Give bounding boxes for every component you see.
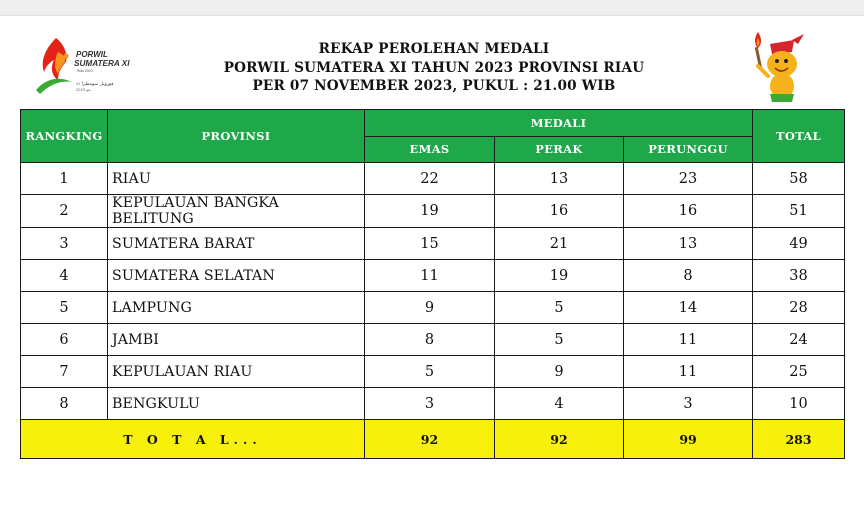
cell-rank: 2 [21, 195, 108, 228]
totals-bronze: 99 [624, 420, 753, 459]
cell-bronze: 11 [624, 324, 753, 356]
cell-province: SUMATERA BARAT [108, 228, 365, 260]
top-bar [0, 0, 864, 16]
cell-total: 10 [753, 388, 845, 420]
cell-rank: 1 [21, 163, 108, 195]
cell-gold: 3 [365, 388, 495, 420]
cell-province: RIAU [108, 163, 365, 195]
cell-rank: 6 [21, 324, 108, 356]
cell-silver: 13 [495, 163, 624, 195]
cell-gold: 9 [365, 292, 495, 324]
header-gold: EMAS [365, 136, 495, 163]
cell-silver: 5 [495, 324, 624, 356]
cell-bronze: 11 [624, 356, 753, 388]
header-date: PER 07 NOVEMBER 2023, PUKUL : 21.00 WIB [252, 78, 616, 94]
table-row [21, 195, 845, 228]
cell-total: 24 [753, 324, 845, 356]
cell-total: 38 [753, 260, 845, 292]
header-subtitle: PORWIL SUMATERA XI TAHUN 2023 PROVINSI RIAU [223, 59, 645, 76]
cell-province: LAMPUNG [108, 292, 365, 324]
table-row [21, 388, 845, 420]
header-rank: RANGKING [21, 110, 108, 163]
table-row [21, 163, 845, 195]
cell-rank: 5 [21, 292, 108, 324]
table-row [21, 228, 845, 260]
cell-province: BENGKULU [108, 388, 365, 420]
logo-line2: SUMATERA XI [74, 59, 130, 68]
cell-province: KEPULAUAN BANGKA BELITUNG [108, 195, 365, 228]
cell-silver: 16 [495, 195, 624, 228]
cell-total: 28 [753, 292, 845, 324]
logo-small1: Riau 2023 [77, 69, 93, 73]
header-title: REKAP PEROLEHAN MEDALI [318, 41, 550, 57]
header-province: PROVINSI [108, 110, 365, 163]
logo-figure-head [63, 53, 68, 58]
cell-total: 58 [753, 163, 845, 195]
report-header [180, 40, 688, 96]
cell-silver: 4 [495, 388, 624, 420]
cell-gold: 11 [365, 260, 495, 292]
logo-small2: XI [76, 81, 80, 86]
table-row [21, 356, 845, 388]
cell-gold: 19 [365, 195, 495, 228]
cell-bronze: 23 [624, 163, 753, 195]
cell-gold: 8 [365, 324, 495, 356]
cell-bronze: 3 [624, 388, 753, 420]
cell-bronze: 14 [624, 292, 753, 324]
logo-line1: PORWIL [76, 50, 108, 59]
porwil-logo-icon [30, 32, 150, 104]
totals-label: T O T A L... [21, 420, 365, 459]
cell-total: 49 [753, 228, 845, 260]
cell-rank: 7 [21, 356, 108, 388]
table-row [21, 260, 845, 292]
cell-total: 25 [753, 356, 845, 388]
totals-silver: 92 [495, 420, 624, 459]
header-medal-group: MEDALI [365, 110, 753, 137]
cell-silver: 5 [495, 292, 624, 324]
totals-row [21, 420, 845, 459]
table-row [21, 292, 845, 324]
cell-rank: 3 [21, 228, 108, 260]
cell-silver: 9 [495, 356, 624, 388]
cell-rank: 4 [21, 260, 108, 292]
cell-province: SUMATERA SELATAN [108, 260, 365, 292]
logo-green-swoosh [36, 79, 72, 94]
table-row [21, 324, 845, 356]
cell-bronze: 16 [624, 195, 753, 228]
cell-bronze: 13 [624, 228, 753, 260]
logo-small3: بعو 2023 [76, 88, 91, 92]
totals-gold: 92 [365, 420, 495, 459]
logo-arabic: فورويل سومطرا [82, 82, 114, 87]
cell-silver: 21 [495, 228, 624, 260]
cell-bronze: 8 [624, 260, 753, 292]
cell-total: 51 [753, 195, 845, 228]
cell-gold: 15 [365, 228, 495, 260]
cell-gold: 22 [365, 163, 495, 195]
header-bronze: PERUNGGU [624, 136, 753, 163]
cell-gold: 5 [365, 356, 495, 388]
cell-rank: 8 [21, 388, 108, 420]
medal-table [20, 109, 845, 459]
cell-province: JAMBI [108, 324, 365, 356]
mascot-icon [748, 30, 808, 106]
header-silver: PERAK [495, 136, 624, 163]
totals-total: 283 [753, 420, 845, 459]
cell-province: KEPULAUAN RIAU [108, 356, 365, 388]
cell-silver: 19 [495, 260, 624, 292]
header-total: TOTAL [753, 110, 845, 163]
